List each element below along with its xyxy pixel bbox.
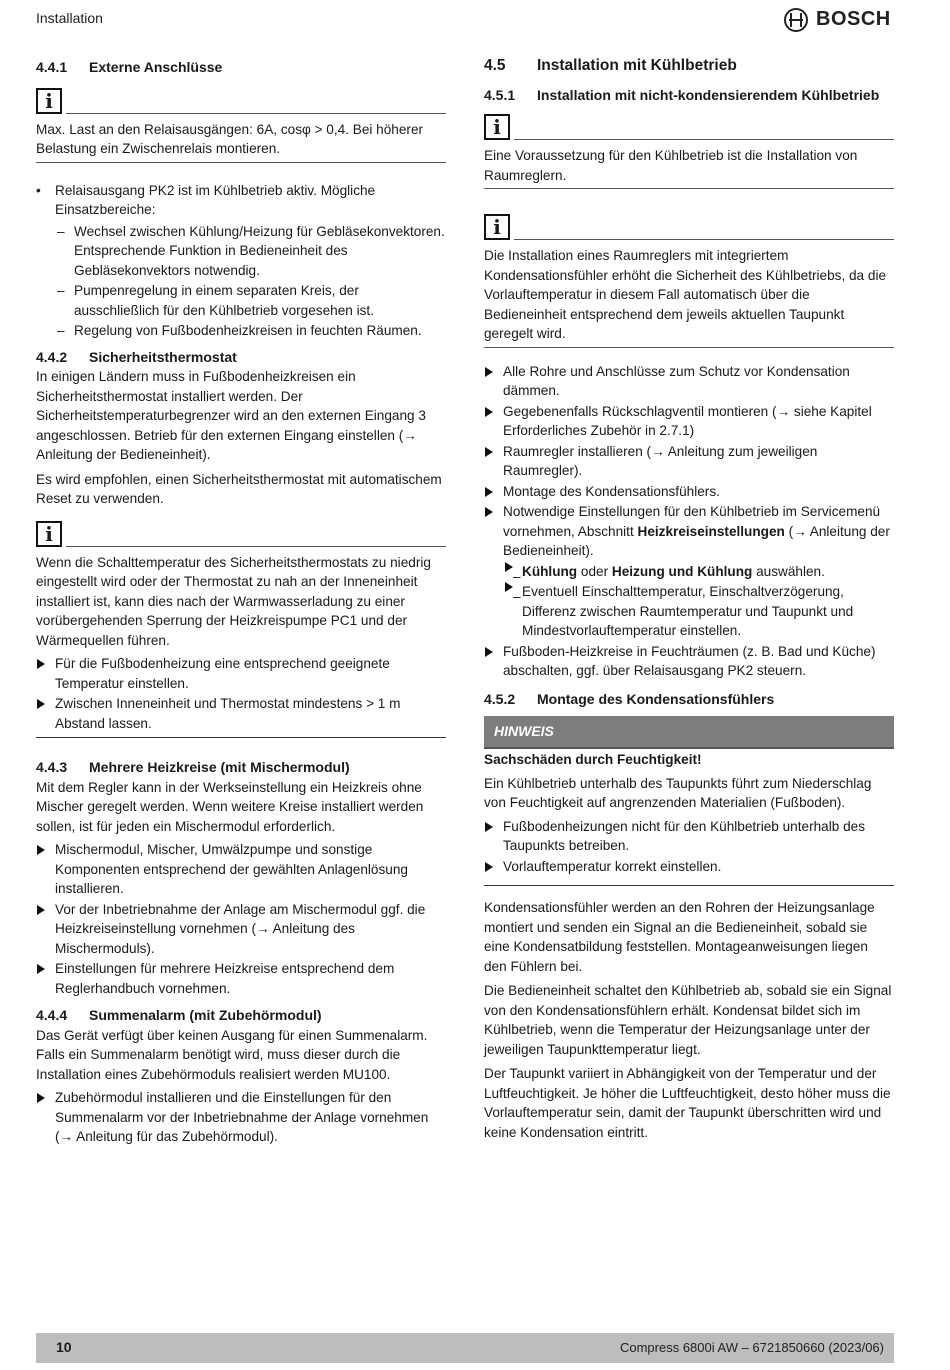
- step-item: Vorlauftemperatur korrekt einstellen.: [484, 857, 894, 877]
- list-item: – Kühlung oder Heizung und Kühlung auswählen.: [503, 562, 894, 582]
- list-item: – Eventuell Einschalttemperatur, Einschaltverzögerung, Differenz zwischen Raumtemperatur und Taupunkt und Mindestvorlauftemperatur einstellen.: [503, 582, 894, 641]
- step-item: Notwendige Einstellungen für den Kühlbetrieb im Servicemenü vornehmen, Abschnitt Heizkreiseinstellungen (→ Anleitung der Bedieneinheit). – Kühlung oder Heizung und Kühlung auswählen. – Eventuell Einschalttemperatur, Einschaltverzögerung, Differenz zwischen Raumtemperatur und Taupunkt und Mindestvorlauftemperatur einstellen.: [484, 502, 894, 641]
- page-number: 10: [56, 1339, 72, 1356]
- paragraph: Der Taupunkt variiert in Abhängigkeit von der Temperatur und der Luftfeuchtigkeit. Je höher die Luftfeuchtigkeit, desto höher muss die Vorlauftemperatur sein, damit der Taupunkt überschritten wird und keine Kondensation eintritt.: [484, 1066, 891, 1140]
- paragraph: In einigen Ländern muss in Fußbodenheizkreisen ein Sicherheitsthermostat installiert werden. Der Sicherheitstemperaturbegrenzer wird an den externen Eingang 3 angeschlossen. Betrieb für den externen Eingang einstellen (→ Anleitung der Bedieneinheit).: [36, 369, 426, 462]
- logo-text: BOSCH: [816, 8, 891, 31]
- section-heading-4-4-2: 4.4.2 Sicherheitsthermostat: [36, 348, 237, 365]
- list-item: – Wechsel zwischen Kühlung/Heizung für Gebläsekonvektoren. Entsprechende Funktion in Bedieneinheit des Gebläsekonvektors notwendig.: [55, 222, 446, 281]
- bosch-logo: [784, 6, 891, 34]
- info-text: Eine Voraussetzung für den Kühlbetrieb ist die Installation von Raumreglern.: [484, 146, 894, 189]
- section-heading-4-4-3: 4.4.3 Mehrere Heizkreise (mit Mischermodul): [36, 759, 350, 775]
- notice-banner: HINWEIS: [484, 716, 894, 749]
- step-item: Gegebenenfalls Rückschlagventil montieren (→ siehe Kapitel Erforderliches Zubehör in 2.7.1): [484, 402, 894, 441]
- page-footer: [36, 1333, 894, 1363]
- step-item: Einstellungen für mehrere Heizkreise entsprechend dem Reglerhandbuch vornehmen.: [36, 959, 446, 998]
- step-item: Alle Rohre und Anschlüsse zum Schutz vor Kondensation dämmen.: [484, 362, 894, 401]
- step-item: Zubehörmodul installieren und die Einstellungen für den Summenalarm vor der Inbetriebnahme der Anlage vornehmen (→ Anleitung für das Zubehörmodul).: [36, 1088, 446, 1147]
- info-text: Max. Last an den Relaisausgängen: 6A, cosφ > 0,4. Bei höherer Belastung ein Zwischenrelais montieren.: [36, 120, 446, 163]
- paragraph: Die Bedieneinheit schaltet den Kühlbetrieb ab, sobald sie ein Signal von den Kondensationsfühlern erhält. Kondensat bildet sich im Kühlbetrieb, wenn die Temperatur der Heizungsanlage unter der jeweiligen Taupunkttemperatur liegt.: [484, 983, 892, 1057]
- step-item: Mischermodul, Mischer, Umwälzpumpe und sonstige Komponenten entsprechend der gewählten Anlagenlösung installieren.: [36, 840, 446, 899]
- info-box: [36, 88, 446, 163]
- info-box: [484, 214, 894, 348]
- document-id: Compress 6800i AW – 6721850660 (2023/06): [619, 1340, 884, 1356]
- info-text: Die Installation eines Raumreglers mit integriertem Kondensationsfühler erhöht die Sicherheit des Kühlbetriebs, da die Vorlauftemperatur in diesem Fall automatisch über die Bedieneinheit entsprechend dem jeweils aktuellen Taupunkt geregelt wird.: [484, 246, 894, 348]
- step-item: Zwischen Inneneinheit und Thermostat mindestens > 1 m Abstand lassen.: [36, 694, 446, 733]
- step-item: Vor der Inbetriebnahme der Anlage am Mischermodul ggf. die Heizkreiseinstellung vornehmen (→ Anleitung des Mischermoduls).: [36, 900, 446, 959]
- section-heading-4-5-2: 4.5.2 Montage des Kondensationsfühlers: [484, 690, 775, 707]
- info-icon: i: [36, 88, 62, 114]
- info-box: [36, 521, 446, 651]
- paragraph: Es wird empfohlen, einen Sicherheitsthermostat mit automatischem Reset zu verwenden.: [36, 471, 442, 506]
- paragraph: Kondensationsfühler werden an den Rohren der Heizungsanlage montiert und senden ein Signal an die Bedieneinheit, sobald sie eine Kondensatbildung feststellen. Montageanweisungen liegen den Fühlern bei.: [484, 900, 875, 974]
- step-item: Fußboden-Heizkreise in Feuchträumen (z. B. Bad und Küche) abschalten, ggf. über Relaisausgang PK2 steuern.: [484, 642, 894, 681]
- warning-text: Ein Kühlbetrieb unterhalb des Taupunkts führt zum Niederschlag von Feuchtigkeit auf angrenzenden Materialien (Fußboden).: [484, 775, 872, 810]
- warning-title: Sachschäden durch Feuchtigkeit!: [484, 752, 702, 767]
- step-item: Für die Fußbodenheizung eine entsprechend geeignete Temperatur einstellen.: [36, 654, 446, 693]
- section-heading-4-5-1: 4.5.1 Installation mit nicht-kondensierendem Kühlbetrieb: [484, 86, 880, 103]
- info-icon: i: [484, 214, 510, 240]
- info-box: [484, 114, 894, 189]
- step-item: Montage des Kondensationsfühlers.: [484, 482, 894, 502]
- left-column: [36, 56, 446, 1148]
- step-item: Raumregler installieren (→ Anleitung zum jeweiligen Raumregler).: [484, 442, 894, 481]
- right-column: [484, 56, 894, 1142]
- section-heading-4-5: 4.5 Installation mit Kühlbetrieb: [484, 57, 737, 74]
- list-item: – Pumpenregelung in einem separaten Kreis, der ausschließlich für den Kühlbetrieb vorgesehen ist.: [55, 281, 446, 320]
- paragraph: Mit dem Regler kann in der Werkseinstellung ein Heizkreis ohne Mischer geregelt werden. Wenn weitere Kreise installiert werden sollen, ist für jeden ein Mischermodul erforderlich.: [36, 779, 424, 834]
- info-text: Wenn die Schalttemperatur des Sicherheitsthermostats zu niedrig eingestellt wird oder der Thermostat zu nah an der Inneneinheit installiert ist, kann dies nach der Warmwasserladung zu einer vorübergehenden Sperrung der Heizkreispumpe PC1 und der Wärmequellen führen.: [36, 554, 431, 648]
- paragraph: Das Gerät verfügt über keinen Ausgang für einen Summenalarm. Falls ein Summenalarm benötigt wird, muss dieser durch die Installation eines Zubehörmoduls realisiert werden MU100.: [36, 1027, 428, 1082]
- info-icon: i: [484, 114, 510, 140]
- section-heading-4-4-4: 4.4.4 Summenalarm (mit Zubehörmodul): [36, 1007, 322, 1023]
- section-heading-4-4-1: 4.4.1 Externe Anschlüsse: [36, 59, 223, 75]
- list-item: • Relaisausgang PK2 ist im Kühlbetrieb aktiv. Mögliche Einsatzbereiche: – Wechsel zwischen Kühlung/Heizung für Gebläsekonvektoren. Entsprechende Funktion in Bedieneinheit des Gebläsekonvektors notwendig. – Pumpenregelung in einem separaten Kreis, der ausschließlich für den Kühlbetrieb vorgesehen ist. – Regelung von Fußbodenheizkreisen in feuchten Räumen.: [36, 181, 446, 341]
- list-item: – Regelung von Fußbodenheizkreisen in feuchten Räumen.: [55, 321, 446, 341]
- step-item: Fußbodenheizungen nicht für den Kühlbetrieb unterhalb des Taupunkts betreiben.: [484, 817, 894, 856]
- header-title: Installation: [36, 10, 103, 26]
- info-icon: i: [36, 521, 62, 547]
- bosch-armature-icon: [784, 8, 808, 32]
